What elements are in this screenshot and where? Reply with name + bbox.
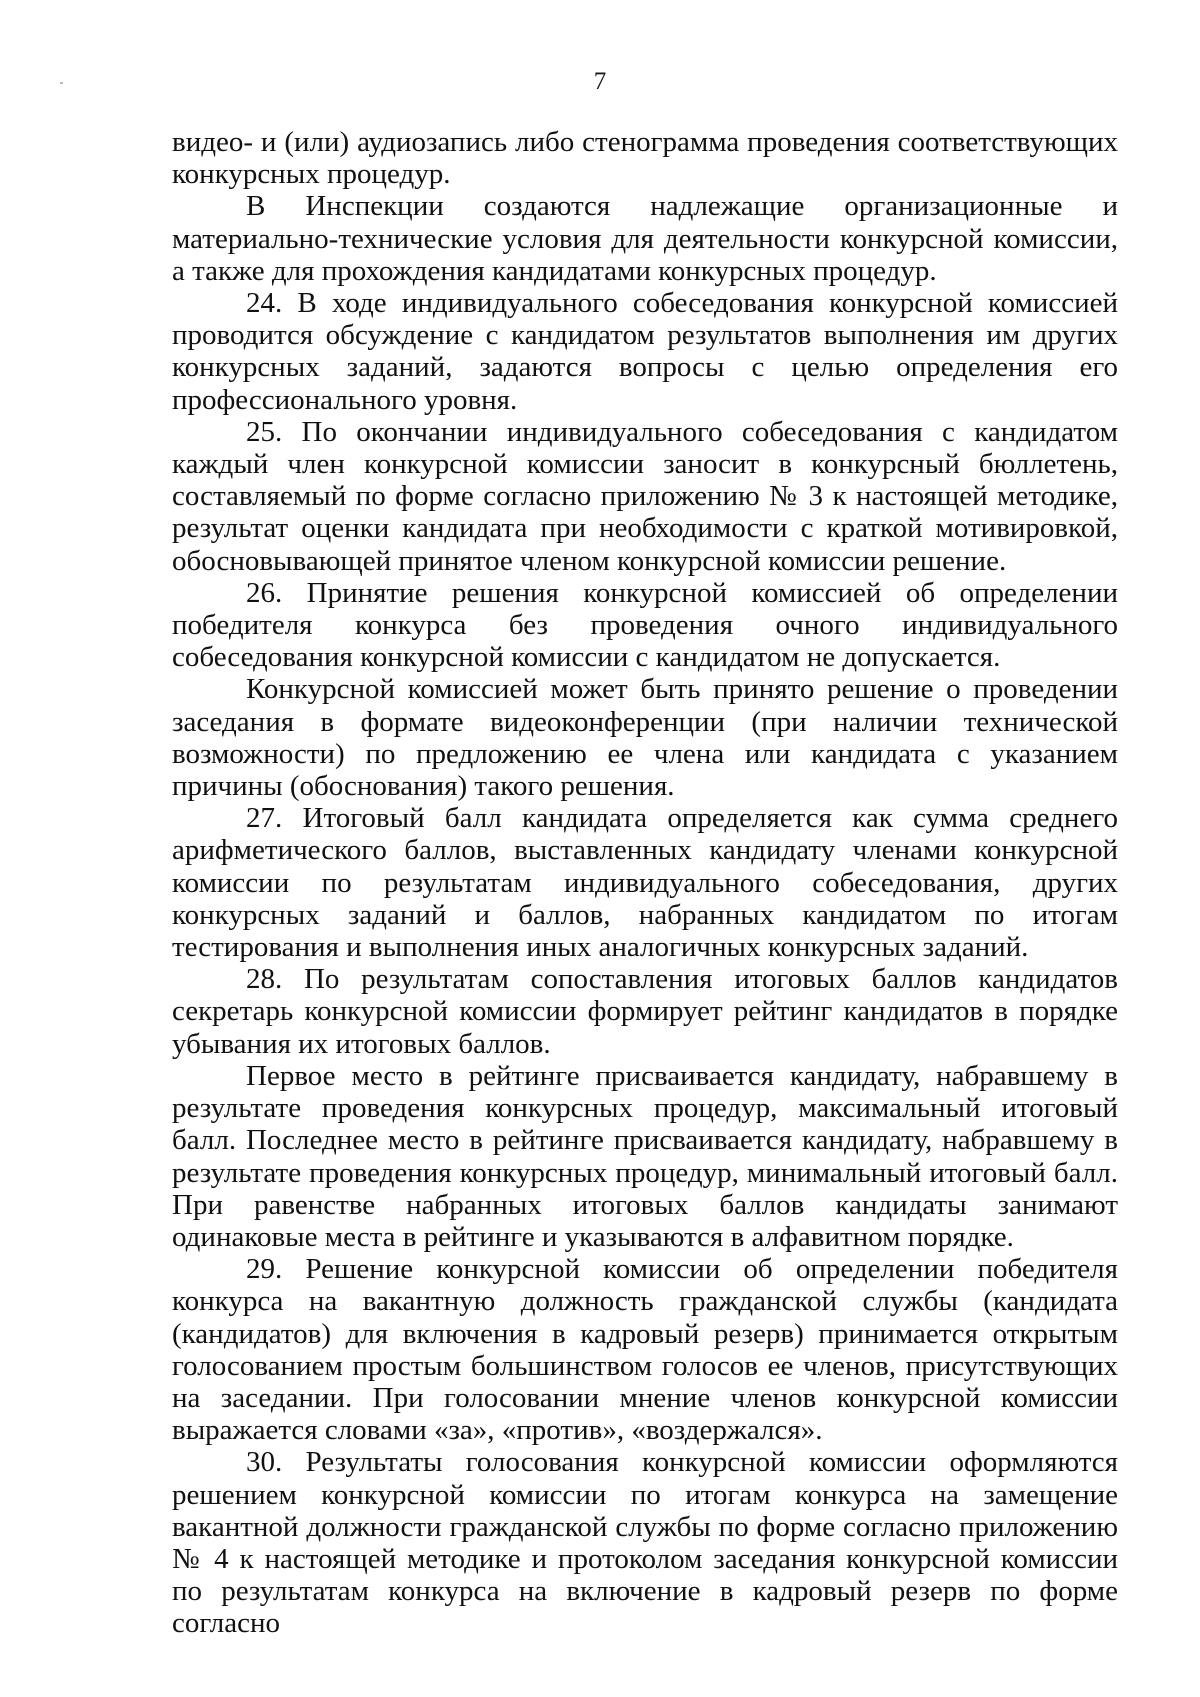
paragraph-continuation: видео- и (или) аудиозапись либо стенограмма проведения соответствующих конкурсных процедур. <box>172 126 1118 191</box>
page-number: 7 <box>593 68 607 95</box>
paragraph: Первое место в рейтинге присваивается кандидату, набравшему в результате проведения конкурсных процедур, максимальный итоговый балл. Последнее место в рейтинге присваивается кандидату, набравшему в результате проведения конкурсных процедур, минимальный итоговый балл. При равенстве набранных итоговых баллов кандидаты занимают одинаковые места в рейтинге и указываются в алфавитном порядке. <box>172 1059 1118 1253</box>
paragraph-item-24: 24. В ходе индивидуального собеседования конкурсной комиссией проводится обсуждение с кандидатом результатов выполнения им других конкурсных заданий, задаются вопросы с целью определения его профессионального уровня. <box>172 287 1118 416</box>
paragraph: В Инспекции создаются надлежащие организационные и материально-технические условия для деятельности конкурсной комиссии, а также для прохождения кандидатами конкурсных процедур. <box>172 190 1118 287</box>
paragraph-item-29: 29. Решение конкурсной комиссии об определении победителя конкурса на вакантную должность гражданской службы (кандидата (кандидатов) для включения в кадровый резерв) принимается открытым голосованием простым большинством голосов ее членов, присутствующих на заседании. При голосовании мнение членов конкурсной комиссии выражается словами «за», «против», «воздержался». <box>172 1253 1118 1447</box>
paragraph-item-27: 27. Итоговый балл кандидата определяется как сумма среднего арифметического баллов, выставленных кандидату членами конкурсной комиссии по результатам индивидуального собеседования, других конкурсных заданий и баллов, набранных кандидатом по итогам тестирования и выполнения иных аналогичных конкурсных заданий. <box>172 802 1118 964</box>
paragraph: Конкурсной комиссией может быть принято решение о проведении заседания в формате видеоконференции (при наличии технической возможности) по предложению ее члена или кандидата с указанием причины (обоснования) такого решения. <box>172 673 1118 803</box>
paragraph-item-26: 26. Принятие решения конкурсной комиссией об определении победителя конкурса без проведения очного индивидуального собеседования конкурсной комиссии с кандидатом не допускается. <box>172 576 1118 674</box>
paragraph-item-28: 28. По результатам сопоставления итоговых баллов кандидатов секретарь конкурсной комиссии формирует рейтинг кандидатов в порядке убывания их итоговых баллов. <box>172 963 1118 1060</box>
paragraph-item-25: 25. По окончании индивидуального собеседования с кандидатом каждый член конкурсной комиссии заносит в конкурсный бюллетень, составляемый по форме согласно приложению № 3 к настоящей методике, результат оценки кандидата при необходимости с краткой мотивировкой, обосновывающей принятое членом конкурсной комиссии решение. <box>172 415 1118 577</box>
document-body <box>172 126 1118 1640</box>
paragraph-item-30: 30. Результаты голосования конкурсной комиссии оформляются решением конкурсной комиссии по итогам конкурса на замещение вакантной должности гражданской службы по форме согласно приложению № 4 к настоящей методике и протоколом заседания конкурсной комиссии по результатам конкурса на включение в кадровый резерв по форме согласно <box>172 1446 1118 1640</box>
